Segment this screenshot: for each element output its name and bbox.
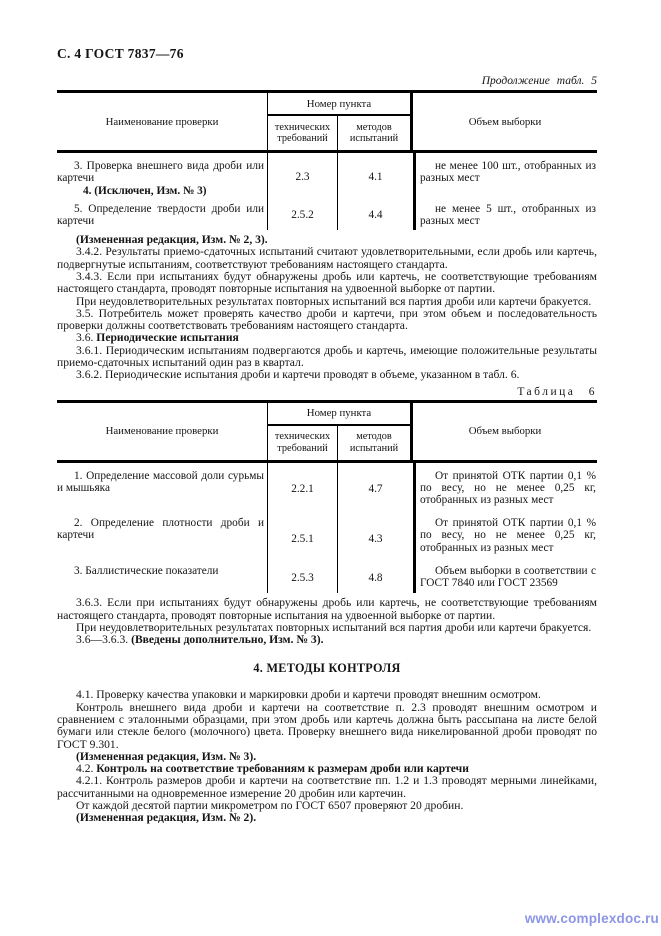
paragraph-text: 3.4.3. Если при испытаниях будут обнаружены дробь или картечь, не соответствующие требованиям настоящего стандарта, проводят повторные испытания на удвоенной выборке от партии.: [57, 269, 597, 296]
amendment-note: (Введены дополнительно, Изм. № 3).: [131, 633, 324, 647]
column-header-name: Наименование проверки: [105, 425, 219, 438]
column-header-tech: технических требований: [274, 121, 331, 144]
cell-volume: не менее 5 шт., отобранных из разных мест: [413, 201, 597, 230]
cell-name: [57, 201, 267, 230]
cell-volume: не менее 100 шт., отобранных из разных мест: [413, 153, 597, 201]
cell-volume: Объем выборки в соответствии с ГОСТ 7840 или ГОСТ 23569: [413, 563, 597, 593]
section-3-text: [57, 234, 597, 382]
paragraph: [57, 271, 597, 296]
column-header-method: методов испытаний: [337, 426, 410, 460]
cell-method: [337, 563, 413, 593]
cell-tech: [267, 515, 337, 563]
paragraph-text: 4.2.: [76, 762, 97, 776]
table5-caption: Продолжение табл. 5: [481, 75, 597, 87]
table6: [57, 400, 597, 594]
cell-volume: От принятой ОТК партии 0,1 % по весу, но не менее 0,25 кг, отобранных из разных мест: [413, 463, 597, 516]
tech-clause: 2.5.2: [291, 209, 314, 222]
cell-name: [57, 463, 267, 516]
cell-method: [337, 153, 413, 201]
paragraph-text: 3.5. Потребитель может проверять качество дроби и картечи, при этом объем и последовательность проверки должны соответствовать требованиям настоящего стандарта.: [57, 306, 597, 333]
section-4-heading: 4. МЕТОДЫ КОНТРОЛЯ: [253, 661, 401, 676]
column-header-number: Номер пункта: [268, 93, 410, 116]
check-name: 5. Определение твердости дроби или картечи: [57, 202, 264, 227]
column-group-number: [267, 93, 413, 150]
method-clause: 4.7: [368, 482, 383, 495]
table-row: [57, 463, 597, 516]
paragraph-text: При неудовлетворительных результатах повторных испытаний вся партия дроби или картечи бракуется.: [76, 294, 592, 308]
cell-tech: [267, 563, 337, 593]
column-header-volume: Объем выборки: [468, 115, 542, 128]
cell-method: [337, 463, 413, 516]
table-row: [57, 153, 597, 201]
cell-tech: [267, 153, 337, 201]
page-header: С. 4 ГОСТ 7837—76: [57, 46, 184, 61]
paragraph-text: 3.4.2. Результаты приемо-сдаточных испытаний считают удовлетворительными, если дробь или картечь, подвергнутые испытаниям, соответствуют требованиям настоящего стандарта.: [57, 245, 597, 271]
amendment-note: (Измененная редакция, Изм. № 2).: [76, 811, 257, 825]
paragraph: [57, 597, 597, 622]
paragraph-text: При неудовлетворительных результатах повторных испытаний вся партия дроби или картечи бракуется.: [76, 620, 592, 634]
column-group-number: [267, 403, 413, 460]
paragraph: [57, 308, 597, 333]
cell-tech: [267, 201, 337, 230]
paragraph: [57, 775, 597, 800]
tech-clause: 2.5.3: [291, 571, 314, 584]
column-header-tech: технических требований: [274, 431, 331, 454]
paragraph: [57, 634, 597, 646]
cell-name: [57, 153, 267, 201]
column-header-name: Наименование проверки: [105, 115, 219, 128]
paragraph-text: 3.6.: [76, 331, 97, 345]
paragraph-text: От каждой десятой партии микрометром по ГОСТ 6507 проверяют 20 дробин.: [76, 799, 464, 813]
cell-name: [57, 563, 267, 593]
paragraph: [57, 345, 597, 370]
cell-tech: [267, 463, 337, 516]
method-clause: 4.1: [368, 170, 383, 183]
paragraph-text: 4.1. Проверку качества упаковки и маркировки дроби и картечи проводят внешним осмотром.: [76, 688, 541, 702]
check-name: 2. Определение плотности дроби и картечи: [57, 517, 264, 542]
paragraph-text: 3.6.3. Если при испытаниях будут обнаружены дробь или картечь, не соответствующие требованиям настоящего стандарта, проводят повторные испытания на удвоенной выборке от партии.: [57, 596, 597, 622]
amendment-note: (Измененная редакция, Изм. № 3).: [76, 749, 257, 763]
cell-volume: От принятой ОТК партии 0,1 % по весу, но не менее 0,25 кг, отобранных из разных мест: [413, 515, 597, 563]
table-row: [57, 515, 597, 563]
table6-header: [57, 400, 597, 463]
column-subheaders: [268, 116, 410, 150]
method-clause: 4.3: [368, 532, 383, 545]
method-clause: 4.8: [368, 571, 383, 584]
paragraph: [57, 812, 597, 824]
paragraph: [57, 369, 597, 381]
column-subheaders: [268, 426, 410, 460]
watermark-link[interactable]: www.complexdoc.ru: [524, 911, 659, 926]
table5: [57, 90, 597, 230]
table5-body: [57, 153, 597, 230]
cell-method: [337, 201, 413, 230]
tech-clause: 2.2.1: [291, 482, 314, 495]
subsection-title: Контроль на соответствие требованиям к размерам дроби или картечи: [96, 762, 469, 776]
paragraph-text: 3.6.1. Периодическим испытаниям подвергаются дробь и картечь, имеющие положительные результаты приемо-сдаточных испытаний один раз в квартал.: [57, 343, 597, 369]
paragraph-text: 3.6—3.6.3.: [76, 633, 132, 647]
table-row: [57, 563, 597, 593]
section-4-text: [57, 689, 597, 824]
column-header-method: методов испытаний: [337, 116, 410, 150]
paragraph: [57, 246, 597, 271]
check-name: 1. Определение массовой доли сурьмы и мышьяка: [57, 469, 264, 494]
paragraph-text: 4.2.1. Контроль размеров дроби и картечи на соответствие пп. 1.2 и 1.3 проводят мерными линейками, рассчитанными на одновременное измерение 20 дробин или картечин.: [57, 774, 597, 800]
table6-body: [57, 463, 597, 594]
table5-header: [57, 90, 597, 153]
table-row: [57, 201, 597, 230]
check-name: 3. Баллистические показатели: [74, 564, 219, 577]
amendment-note: (Измененная редакция, Изм. № 2, 3).: [76, 233, 268, 247]
paragraph-text: Контроль внешнего вида дроби и картечи на соответствие п. 2.3 проводят внешним осмотром и сравнением с эталонными образцами, при этом дробь или картечь должна быть рассыпана на листе белой бумаги или стекле белого (молочного) цвета. Проверку внешнего вида никелированной дроби проводят по ГОСТ 9.301.: [57, 700, 597, 751]
check-name: 3. Проверка внешнего вида дроби или картечи: [57, 160, 264, 185]
column-header-number: Номер пункта: [268, 403, 410, 426]
tech-clause: 2.3: [295, 170, 310, 183]
paragraph-text: 3.6.2. Периодические испытания дроби и картечи проводят в объеме, указанном в табл. 6.: [76, 368, 520, 382]
column-header-volume: Объем выборки: [468, 425, 542, 438]
paragraph: [57, 702, 597, 751]
section-3-closing: [57, 597, 597, 646]
table6-caption: Таблица 6: [517, 385, 597, 398]
subsection-title: Периодические испытания: [96, 331, 239, 345]
excluded-note: 4. (Исключен, Изм. № 3): [83, 185, 207, 198]
tech-clause: 2.5.1: [291, 532, 314, 545]
cell-name: [57, 515, 267, 563]
cell-method: [337, 515, 413, 563]
method-clause: 4.4: [368, 209, 383, 222]
